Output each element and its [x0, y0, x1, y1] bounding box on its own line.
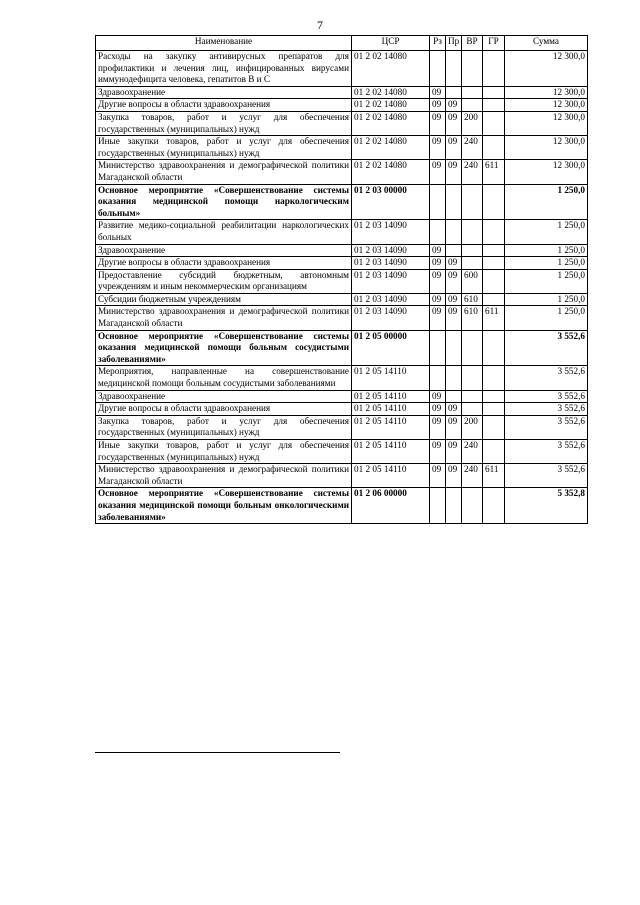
table-row — [96, 257, 588, 270]
cell-gr — [483, 366, 505, 390]
table-row — [96, 306, 588, 330]
table-row — [96, 220, 588, 244]
cell-vr: 200 — [462, 111, 483, 135]
cell-sum: 1 250,0 — [505, 257, 588, 270]
cell-sum: 12 300,0 — [505, 160, 588, 184]
table-row — [96, 366, 588, 390]
cell-csr: 01 2 03 14090 — [352, 244, 430, 257]
cell-name: Основное мероприятие «Совершенствование системы оказания медицинской помощи наркологическим больным» — [96, 184, 352, 220]
cell-name: Министерство здравоохранения и демографической политики Магаданской области — [96, 306, 352, 330]
cell-name: Здравоохранение — [96, 390, 352, 403]
cell-vr: 240 — [462, 440, 483, 464]
cell-name: Другие вопросы в области здравоохранения — [96, 403, 352, 416]
cell-csr: 01 2 02 14080 — [352, 99, 430, 112]
footnote-divider — [95, 752, 340, 753]
cell-vr — [462, 330, 483, 366]
cell-gr — [483, 86, 505, 99]
cell-name: Другие вопросы в области здравоохранения — [96, 257, 352, 270]
table-row — [96, 184, 588, 220]
table-row — [96, 330, 588, 366]
cell-rz — [430, 220, 446, 244]
cell-sum: 1 250,0 — [505, 306, 588, 330]
cell-name: Иные закупки товаров, работ и услуг для обеспечения государственных (муниципальных) нужд — [96, 136, 352, 160]
cell-vr — [462, 99, 483, 112]
cell-rz — [430, 488, 446, 524]
cell-pr — [446, 244, 462, 257]
table-row — [96, 51, 588, 87]
cell-gr: 611 — [483, 160, 505, 184]
table-body — [96, 51, 588, 524]
cell-rz: 09 — [430, 306, 446, 330]
cell-sum: 12 300,0 — [505, 136, 588, 160]
cell-name: Расходы на закупку антивирусных препаратов для профилактики и лечения лиц, инфицированных вирусами иммунодефицита человека, гепатитов В и С — [96, 51, 352, 87]
cell-vr — [462, 488, 483, 524]
cell-rz: 09 — [430, 257, 446, 270]
cell-pr: 09 — [446, 464, 462, 488]
cell-name: Предоставление субсидий бюджетным, автономным учреждениям и иным некоммерческим организациям — [96, 269, 352, 293]
cell-sum: 12 300,0 — [505, 99, 588, 112]
cell-name: Развитие медико-социальной реабилитации наркологических больных — [96, 220, 352, 244]
cell-gr — [483, 293, 505, 306]
cell-gr — [483, 244, 505, 257]
table-row — [96, 403, 588, 416]
cell-csr: 01 2 03 14090 — [352, 269, 430, 293]
cell-rz: 09 — [430, 440, 446, 464]
cell-rz: 09 — [430, 160, 446, 184]
cell-pr: 09 — [446, 403, 462, 416]
cell-pr — [446, 488, 462, 524]
cell-rz: 09 — [430, 136, 446, 160]
cell-pr: 09 — [446, 415, 462, 439]
cell-rz: 09 — [430, 415, 446, 439]
table-row — [96, 99, 588, 112]
cell-sum: 3 552,6 — [505, 403, 588, 416]
cell-pr: 09 — [446, 440, 462, 464]
cell-sum: 3 552,6 — [505, 390, 588, 403]
cell-name: Иные закупки товаров, работ и услуг для обеспечения государственных (муниципальных) нужд — [96, 440, 352, 464]
cell-sum: 1 250,0 — [505, 220, 588, 244]
cell-rz — [430, 184, 446, 220]
cell-rz — [430, 366, 446, 390]
cell-pr — [446, 86, 462, 99]
header-pr: Пр — [446, 36, 462, 51]
header-sum: Сумма — [505, 36, 588, 51]
table-row — [96, 293, 588, 306]
cell-gr — [483, 220, 505, 244]
cell-sum: 1 250,0 — [505, 184, 588, 220]
table-row — [96, 111, 588, 135]
cell-sum: 12 300,0 — [505, 51, 588, 87]
cell-vr — [462, 184, 483, 220]
cell-sum: 5 352,8 — [505, 488, 588, 524]
cell-gr — [483, 488, 505, 524]
cell-rz — [430, 51, 446, 87]
cell-csr: 01 2 03 14090 — [352, 220, 430, 244]
cell-name: Основное мероприятие «Совершенствование системы оказания медицинской помощи больным онкологическими заболеваниями» — [96, 488, 352, 524]
cell-gr: 611 — [483, 306, 505, 330]
table-row — [96, 440, 588, 464]
cell-rz — [430, 330, 446, 366]
cell-pr — [446, 51, 462, 87]
cell-pr: 09 — [446, 111, 462, 135]
cell-gr — [483, 136, 505, 160]
cell-pr: 09 — [446, 257, 462, 270]
page-number: 7 — [317, 18, 323, 32]
cell-sum: 3 552,6 — [505, 464, 588, 488]
cell-csr: 01 2 03 14090 — [352, 257, 430, 270]
header-csr: ЦСР — [352, 36, 430, 51]
cell-vr: 600 — [462, 269, 483, 293]
cell-csr: 01 2 02 14080 — [352, 160, 430, 184]
table-row — [96, 269, 588, 293]
cell-name: Здравоохранение — [96, 86, 352, 99]
cell-gr — [483, 415, 505, 439]
table-row — [96, 244, 588, 257]
cell-gr — [483, 184, 505, 220]
cell-csr: 01 2 02 14080 — [352, 86, 430, 99]
cell-vr: 240 — [462, 136, 483, 160]
cell-name: Министерство здравоохранения и демографической политики Магаданской области — [96, 160, 352, 184]
cell-name: Основное мероприятие «Совершенствование системы оказания медицинской помощи больным сосудистыми заболеваниями» — [96, 330, 352, 366]
cell-csr: 01 2 05 14110 — [352, 464, 430, 488]
cell-rz: 09 — [430, 99, 446, 112]
cell-vr: 240 — [462, 160, 483, 184]
cell-csr: 01 2 06 00000 — [352, 488, 430, 524]
cell-vr: 200 — [462, 415, 483, 439]
cell-csr: 01 2 02 14080 — [352, 111, 430, 135]
cell-vr — [462, 244, 483, 257]
cell-sum: 1 250,0 — [505, 269, 588, 293]
cell-rz: 09 — [430, 403, 446, 416]
cell-gr — [483, 403, 505, 416]
cell-pr: 09 — [446, 269, 462, 293]
cell-sum: 1 250,0 — [505, 293, 588, 306]
budget-table — [95, 35, 588, 524]
cell-pr — [446, 184, 462, 220]
header-name: Наименование — [96, 36, 352, 51]
cell-name: Мероприятия, направленные на совершенствование медицинской помощи больным сосудистыми заболеваниями — [96, 366, 352, 390]
cell-name: Субсидии бюджетным учреждениям — [96, 293, 352, 306]
cell-pr — [446, 366, 462, 390]
cell-sum: 3 552,6 — [505, 366, 588, 390]
cell-pr: 09 — [446, 306, 462, 330]
cell-sum: 3 552,6 — [505, 330, 588, 366]
cell-sum: 12 300,0 — [505, 111, 588, 135]
cell-vr — [462, 403, 483, 416]
table-row — [96, 415, 588, 439]
cell-name: Здравоохранение — [96, 244, 352, 257]
table-row — [96, 488, 588, 524]
cell-csr: 01 2 05 00000 — [352, 330, 430, 366]
cell-rz: 09 — [430, 464, 446, 488]
cell-gr — [483, 330, 505, 366]
cell-csr: 01 2 05 14110 — [352, 403, 430, 416]
header-gr: ГР — [483, 36, 505, 51]
cell-csr: 01 2 05 14110 — [352, 415, 430, 439]
cell-csr: 01 2 05 14110 — [352, 366, 430, 390]
cell-sum: 3 552,6 — [505, 440, 588, 464]
cell-csr: 01 2 02 14080 — [352, 136, 430, 160]
cell-pr: 09 — [446, 293, 462, 306]
header-rz: Рз — [430, 36, 446, 51]
cell-csr: 01 2 02 14080 — [352, 51, 430, 87]
cell-vr — [462, 86, 483, 99]
cell-pr — [446, 220, 462, 244]
cell-rz: 09 — [430, 244, 446, 257]
cell-vr: 610 — [462, 306, 483, 330]
cell-name: Другие вопросы в области здравоохранения — [96, 99, 352, 112]
cell-gr — [483, 99, 505, 112]
table-row — [96, 136, 588, 160]
cell-sum: 3 552,6 — [505, 415, 588, 439]
cell-pr: 09 — [446, 160, 462, 184]
cell-pr — [446, 390, 462, 403]
header-row — [96, 36, 588, 51]
table-row — [96, 464, 588, 488]
cell-gr: 611 — [483, 464, 505, 488]
cell-vr — [462, 390, 483, 403]
cell-rz: 09 — [430, 111, 446, 135]
cell-csr: 01 2 05 14110 — [352, 440, 430, 464]
cell-vr — [462, 366, 483, 390]
cell-rz: 09 — [430, 390, 446, 403]
cell-sum: 1 250,0 — [505, 244, 588, 257]
cell-gr — [483, 440, 505, 464]
cell-name: Министерство здравоохранения и демографической политики Магаданской области — [96, 464, 352, 488]
table-row — [96, 86, 588, 99]
cell-vr — [462, 51, 483, 87]
cell-pr — [446, 330, 462, 366]
table-row — [96, 160, 588, 184]
cell-pr: 09 — [446, 99, 462, 112]
cell-sum: 12 300,0 — [505, 86, 588, 99]
cell-vr: 610 — [462, 293, 483, 306]
cell-name: Закупка товаров, работ и услуг для обеспечения государственных (муниципальных) нужд — [96, 111, 352, 135]
cell-name: Закупка товаров, работ и услуг для обеспечения государственных (муниципальных) нужд — [96, 415, 352, 439]
cell-rz: 09 — [430, 269, 446, 293]
cell-vr — [462, 220, 483, 244]
cell-rz: 09 — [430, 293, 446, 306]
cell-gr — [483, 269, 505, 293]
cell-gr — [483, 257, 505, 270]
cell-vr — [462, 257, 483, 270]
cell-csr: 01 2 03 14090 — [352, 293, 430, 306]
cell-gr — [483, 51, 505, 87]
header-vr: ВР — [462, 36, 483, 51]
cell-csr: 01 2 03 14090 — [352, 306, 430, 330]
cell-vr: 240 — [462, 464, 483, 488]
cell-csr: 01 2 05 14110 — [352, 390, 430, 403]
cell-rz: 09 — [430, 86, 446, 99]
cell-pr: 09 — [446, 136, 462, 160]
cell-gr — [483, 390, 505, 403]
cell-gr — [483, 111, 505, 135]
table-row — [96, 390, 588, 403]
cell-csr: 01 2 03 00000 — [352, 184, 430, 220]
